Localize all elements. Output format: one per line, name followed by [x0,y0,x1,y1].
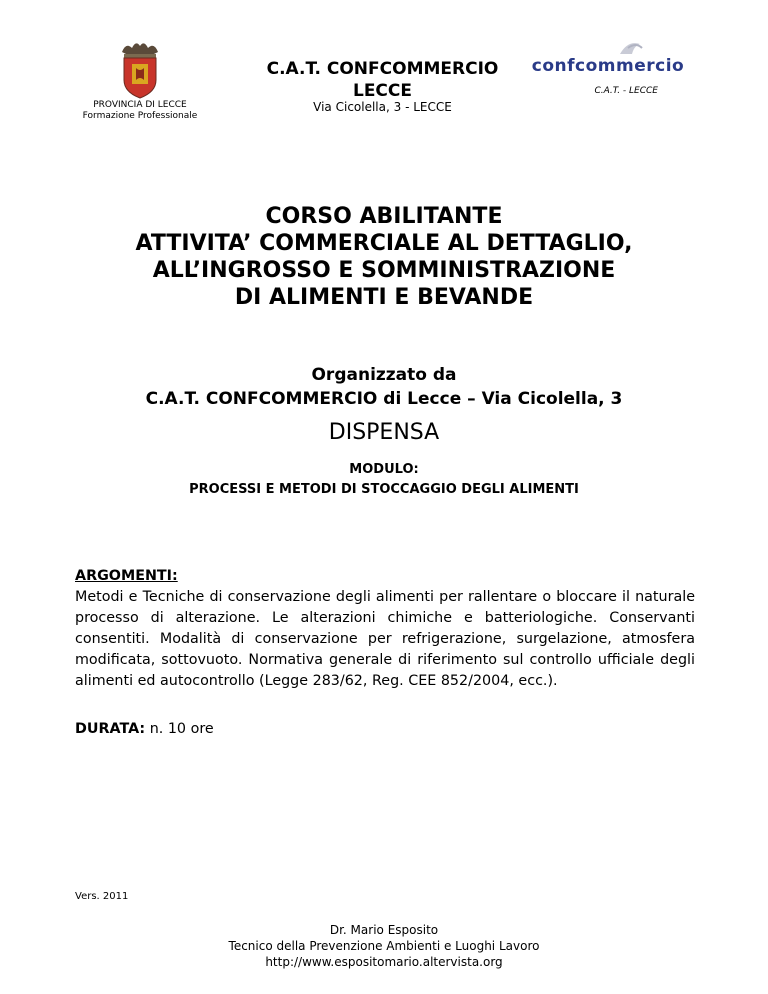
brand-subtitle: C.A.T. - LECCE [594,86,658,96]
province-department: Formazione Professionale [82,111,198,121]
provincia-logo [60,40,220,122]
course-title-line: ALL’INGROSSO E SOMMINISTRAZIONE [152,258,616,283]
author-website: http://www.espositomario.altervista.org [265,955,503,969]
author-name: Dr. Mario Esposito [329,923,439,937]
organized-by-org: C.A.T. CONFCOMMERCIO di Lecce – Via Cicolella, 3 [145,389,623,409]
course-title [60,203,708,311]
course-title-line: ATTIVITA’ COMMERCIALE AL DETTAGLIO, [135,231,633,256]
duration-value: n. 10 ore [149,721,214,737]
course-title-line: CORSO ABILITANTE [265,204,503,229]
brand-wordmark: confcommercio [531,56,685,76]
eagle-icon [528,38,688,56]
org-name [225,58,540,102]
topics-section [75,566,695,692]
province-name: PROVINCIA DI LECCE [93,100,187,110]
topics-label: ARGOMENTI: [75,568,178,584]
course-title-line: DI ALIMENTI E BEVANDE [234,285,534,310]
org-address: Via Cicolella, 3 - LECCE [313,100,452,114]
organized-by-label: Organizzato da [311,365,457,385]
module-label: MODULO: [349,462,419,477]
module-name: PROCESSI E METODI DI STOCCAGGIO DEGLI ALIMENTI [189,482,579,497]
organized-by [60,363,708,411]
coat-of-arms-icon [114,40,166,100]
version-note: Vers. 2011 [75,891,129,902]
duration-label: DURATA: [75,721,146,737]
author-role: Tecnico della Prevenzione Ambienti e Luoghi Lavoro [228,939,540,953]
duration-section [75,721,695,737]
org-name-line2: LECCE [352,81,412,101]
topics-text: Metodi e Tecniche di conservazione degli alimenti per rallentare o bloccare il naturale processo di alterazione. Le alterazioni chimiche e batteriologiche. Conservanti consentiti. Modalità di conservazione per refrigerazione, surgelazione, atmosfera modificata, sottovuoto. Normativa generale di riferimento sul controllo ufficiale degli alimenti ed autocontrollo (Legge 283/62, Reg. CEE 852/2004, ecc.). [75,589,695,689]
footer [160,922,608,970]
confcommercio-logo [528,38,688,96]
org-name-line1: C.A.T. CONFCOMMERCIO [266,59,499,79]
document-type: DISPENSA [328,420,440,445]
